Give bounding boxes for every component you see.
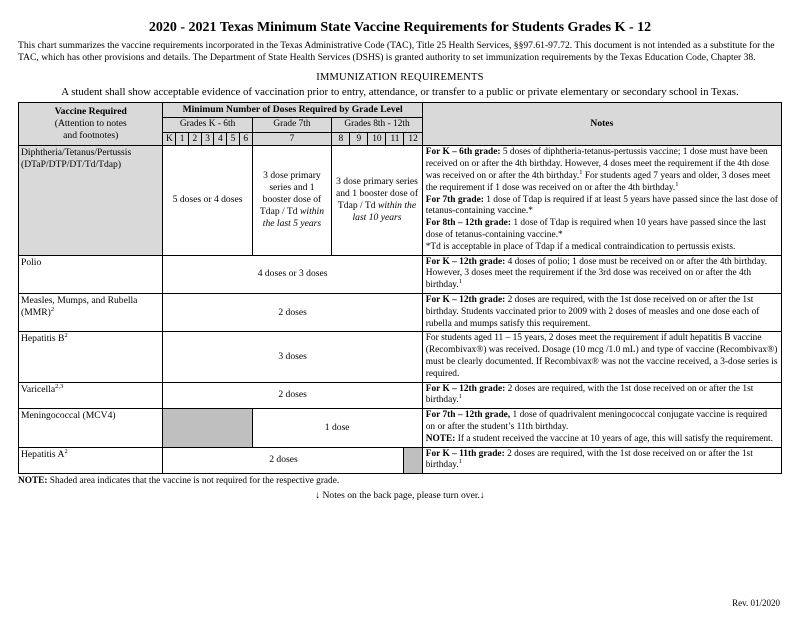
doses-hepb: 3 doses <box>163 332 422 382</box>
grade-label: 8 <box>332 133 350 146</box>
note-text: 4 doses of polio; 1 dose must be received on or after the 4th birthday. However, 3 doses meet the requirement if the 3rd dose was received on or after the 4th birthday. <box>425 256 768 291</box>
note-lead: For 8th – 12th grade: <box>425 218 511 229</box>
vaccine-name-mcv4: Meningococcal (MCV4) <box>19 409 163 447</box>
footnote-lead: NOTE: <box>18 476 48 487</box>
note-text: 1 dose of Tdap is required if at least 5 years have passed since the last dose of tetanus-containing vaccine.* <box>425 194 778 217</box>
footnote-text: Shaded area indicates that the vaccine is not required for the respective grade. <box>49 476 340 487</box>
grade-label: 2 <box>188 133 201 146</box>
doses-dtap-k6: 5 doses or 4 doses <box>163 146 252 255</box>
notes-mmr <box>422 293 781 331</box>
doses-dtap-7-timing: within the last 5 years <box>262 206 324 230</box>
turn-over-notice: ↓ Notes on the back page, please turn over.↓ <box>315 490 485 502</box>
table-row <box>19 146 782 255</box>
doses-column-header: Minimum Number of Doses Required by Grade Level <box>163 103 422 118</box>
table-row <box>19 382 782 409</box>
note-text: 2 doses are required, with the 1st dose received on or after the 1st birthday. Students vaccinated prior to 2009 with 2 doses of measles and one dose each of rubella and mumps satisfy this requirement. <box>425 294 760 329</box>
grade-label: 10 <box>368 133 386 146</box>
footnote-ref: 2,3 <box>55 382 64 390</box>
note-text: For students aged 7 years and older, 3 doses meet the requirement if 1 dose was received on or after the 4th birthday. <box>425 171 771 193</box>
note-text: If a student received the vaccine at 10 years of age, this will satisfy the requirement. <box>457 433 774 444</box>
table-row <box>19 255 782 293</box>
notes-dtap: For K – 6th grade: 5 doses of diphtheria-tetanus-pertussis vaccine; 1 dose must have been received on or after the 4th birthday. However, 4 doses meet the requirement if the 4th dose was received on or after the 4th birthday.$^1$ For students aged 7 years and older, 3 doses meet the requirement if 1 dose was received on or after the 4th birthday.$^1$ For 7th grade: 1 dose of Tdap is required if at least 5 years have passed since the last dose of tetanus-containing vaccine.* For 8th – 12th grade: 1 dose of Tdap is required when 10 years have passed since the last dose of tetanus-containing vaccine.* *Td is acceptable in place of Tdap if a medical contraindication to pertussis exists. <box>422 146 781 255</box>
table-row <box>19 293 782 331</box>
grade-label: 4 <box>214 133 227 146</box>
vaccine-label: Hepatitis B <box>21 333 65 345</box>
note-lead: For 7th – 12th grade, <box>425 410 511 421</box>
doses-dtap-8-12 <box>332 146 422 255</box>
not-required-shade <box>163 409 252 447</box>
vaccine-label: Measles, Mumps, and Rubella (MMR) <box>21 294 138 318</box>
footnote-ref: 2 <box>64 332 68 340</box>
vaccine-name-hepa <box>19 447 163 474</box>
note-text: For students aged 11 – 15 years, 2 doses meet the requirement if adult hepatitis B vaccine (Recombivax®) was received. Dosage (10 mcg /1.0 mL) and type of vaccine (Recombivax®) must be clearly documented. If Recombivax® was not the vaccine received, a 3-dose series is required. <box>425 333 778 379</box>
note-text: 5 doses of diphtheria-tetanus-pertussis vaccine; 1 dose must have been received on or after the 4th birthday. However, 4 doses meet the requirement if the 4th dose was received on or after the 4th birthday. <box>425 147 769 181</box>
notes-hepb <box>422 332 781 382</box>
requirement-statement: A student shall show acceptable evidence of vaccination prior to entry, attendance, or transfer to a public or private elementary or secondary school in Texas. <box>61 86 739 99</box>
table-row <box>19 409 782 447</box>
vaccine-label: Varicella <box>21 383 56 395</box>
grade-label: K <box>163 133 176 146</box>
grade-label: 9 <box>350 133 368 146</box>
note-lead: For 7th grade: <box>425 194 484 205</box>
doses-dtap-812-timing: within the last 10 years <box>352 200 417 224</box>
grade-group-k6: Grades K - 6th <box>163 118 252 133</box>
doses-dtap-7 <box>252 146 332 255</box>
doses-polio: 4 doses or 3 doses <box>163 255 422 293</box>
note-lead: For K – 12th grade: <box>425 383 506 394</box>
note-lead: For K – 12th grade: <box>425 256 506 267</box>
notes-hepa: For K – 11th grade: 2 doses are required, with the 1st dose received on or after the 1st birthday.$^1$ <box>422 447 781 474</box>
notes-polio: For K – 12th grade: 4 doses of polio; 1 dose must be received on or after the 4th birthday. However, 3 doses meet the requirement if the 3rd dose was received on or after the 4th birthday.$^1$ <box>422 255 781 293</box>
shading-footnote <box>18 476 782 487</box>
grade-label: 11 <box>386 133 404 146</box>
grade-label: 7 <box>252 133 332 146</box>
section-heading: IMMUNIZATION REQUIREMENTS <box>316 72 484 84</box>
note-lead: For K – 12th grade: <box>425 294 506 305</box>
note-text: 2 doses are required, with the 1st dose received on or after the 1st birthday. <box>425 383 754 406</box>
footnote-ref: 2 <box>50 305 55 313</box>
grade-group-8-12: Grades 8th - 12th <box>332 118 422 133</box>
notes-mcv4 <box>422 409 781 447</box>
notes-column-header: Notes <box>422 103 781 146</box>
vaccine-name-varicella <box>19 382 163 409</box>
note-text: 2 doses are required, with the 1st dose received on or after the 1st birthday. <box>425 448 753 471</box>
grade-label: 6 <box>239 133 252 146</box>
note-text: 1 dose of quadrivalent meningococcal conjugate vaccine is required on or after the student’s 11th birthday. <box>425 410 768 432</box>
note-lead: For K – 6th grade: <box>425 147 501 158</box>
vaccine-name-polio: Polio <box>19 255 163 293</box>
note-text: *Td is acceptable in place of Tdap if a medical contraindication to pertussis exists. <box>425 241 736 252</box>
vaccine-label: Hepatitis A <box>21 448 65 460</box>
vaccine-name-hepb <box>19 332 163 382</box>
notes-varicella: For K – 12th grade: 2 doses are required, with the 1st dose received on or after the 1st birthday.$^1$ <box>422 382 781 409</box>
note-lead: NOTE: <box>425 433 456 444</box>
vaccine-header-sub2: and footnotes) <box>63 130 119 142</box>
doses-dtap-812-series: 3 dose primary series and 1 booster dose of Tdap / Td <box>335 176 419 212</box>
note-lead: For K – 11th grade: <box>425 448 505 459</box>
grade-group-7: Grade 7th <box>252 118 332 133</box>
requirements-table <box>18 102 782 474</box>
page-title: 2020 - 2021 Texas Minimum State Vaccine Requirements for Students Grades K - 12 <box>148 20 652 35</box>
vaccine-header-sub1: (Attention to notes <box>54 118 127 130</box>
vaccine-column-header <box>19 103 163 146</box>
grade-label: 5 <box>227 133 240 146</box>
grade-label: 12 <box>404 133 422 146</box>
doses-mcv4: 1 dose <box>252 409 422 447</box>
table-row <box>19 332 782 382</box>
note-text: 1 dose of Tdap is required when 10 years have passed since the last dose of tetanus-containing vaccine.* <box>425 218 766 240</box>
vaccine-header-title: Vaccine Required <box>54 106 127 118</box>
table-row <box>19 447 782 474</box>
doses-dtap-7-series: 3 dose primary series and 1 booster dose of Tdap / Td <box>259 170 322 218</box>
intro-paragraph: This chart summarizes the vaccine requirements incorporated in the Texas Administrative Code (TAC), Title 25 Health Services, §§97.61-97.72. This document is not intended as a substitute for the TAC, which has other provisions and details. The Department of State Health Services (DSHS) is granted authority to set immunization requirements by the Texas Education Code, Chapter 38. <box>18 40 775 64</box>
vaccine-name-mmr <box>19 293 163 331</box>
not-required-shade <box>404 447 422 474</box>
grade-label: 3 <box>201 133 214 146</box>
footnote-ref: 2 <box>64 447 68 455</box>
vaccine-name-dtap: Diphtheria/Tetanus/Pertussis (DTaP/DTP/DT/Td/Tdap) <box>19 146 163 255</box>
doses-varicella: 2 doses <box>163 382 422 409</box>
doses-hepa: 2 doses <box>163 447 404 474</box>
grade-label: 1 <box>176 133 189 146</box>
doses-mmr: 2 doses <box>163 293 422 331</box>
revision-label: Rev. 01/2020 <box>732 598 780 608</box>
